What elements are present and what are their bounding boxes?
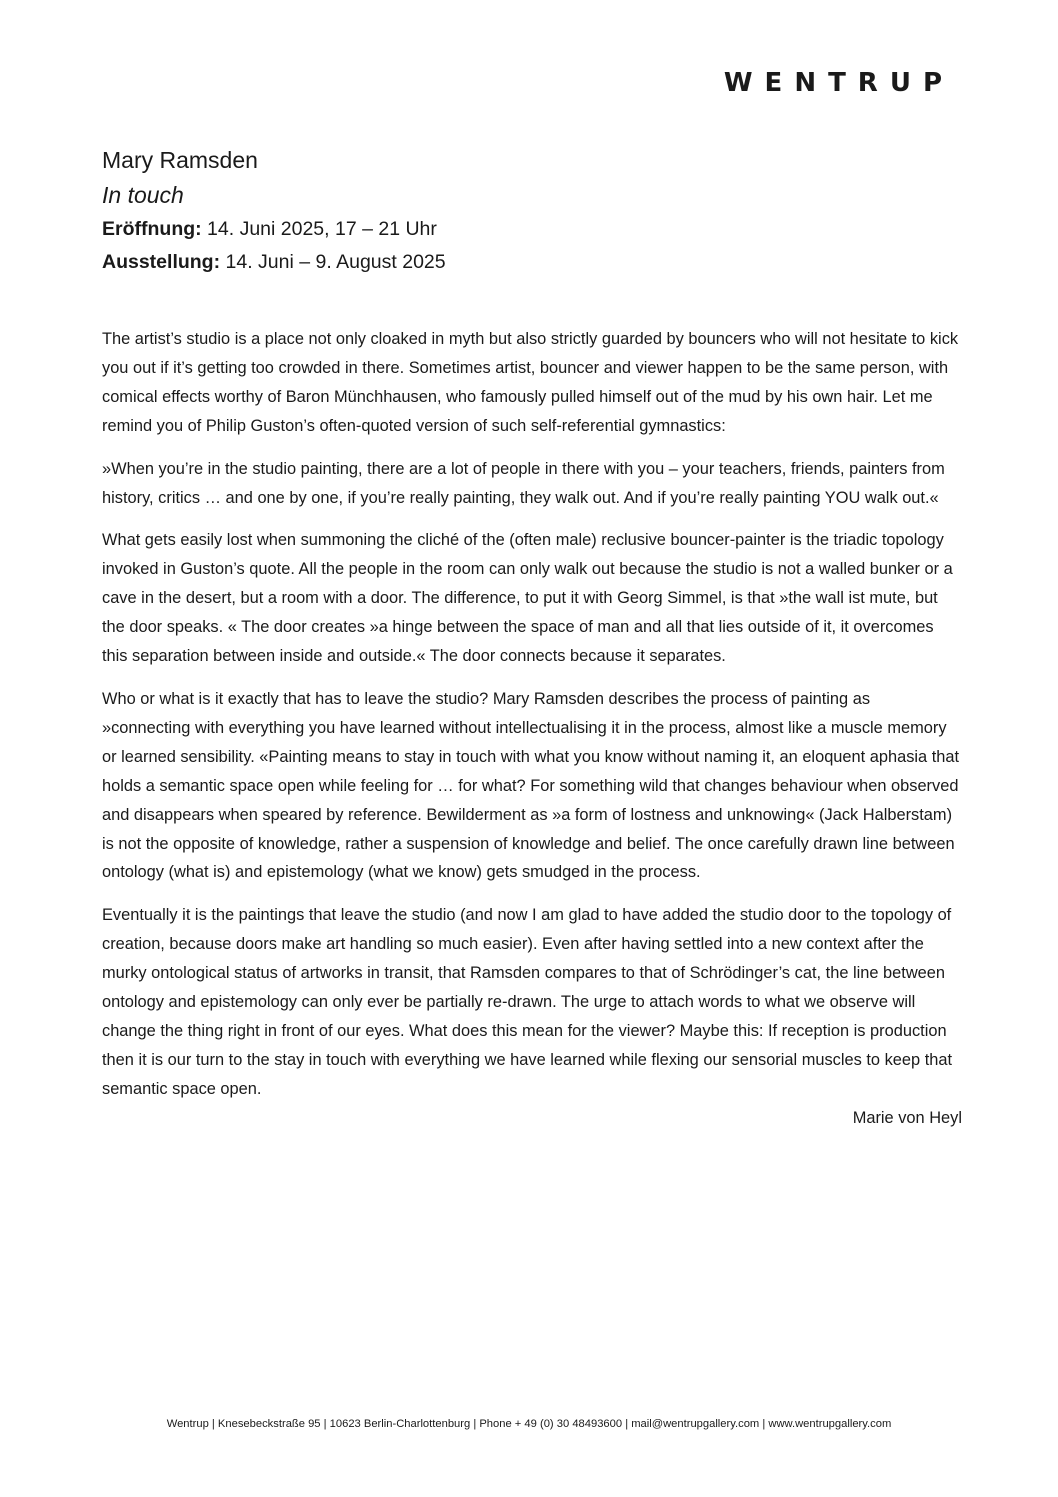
press-text (102, 325, 962, 1147)
exhibition-value: 14. Juni – 9. August 2025 (220, 251, 446, 273)
author-signature: Marie von Heyl (852, 1108, 962, 1127)
paragraph: Who or what is it exactly that has to leave the studio? Mary Ramsden describes the process of painting as »connecting with everything you have learned without intellectualising it in the process, almost like a muscle memory or learned sensibility. «Painting means to stay in touch with what you know without naming it, an eloquent aphasia that holds a semantic space open while feeling for … for what? For something wild that changes behaviour when observed and disappears when speared by reference. Bewilderment as »a form of lostness and unknowing« (Jack Halberstam) is not the opposite of knowledge, rather a suspension of knowledge and belief. The once carefully drawn line between ontology (what is) and epistemology (what we know) gets smudged in the process. (102, 689, 960, 882)
exhibition-label: Ausstellung: (102, 251, 221, 273)
gallery-logo: WENTRUP (723, 68, 954, 98)
opening-line (102, 213, 962, 246)
opening-value: 14. Juni 2025, 17 – 21 Uhr (201, 218, 437, 240)
opening-label: Eröffnung: (102, 218, 202, 240)
exhibition-title: In touch (102, 182, 184, 208)
exhibition-dates-line (102, 246, 962, 279)
contact-footer: Wentrup | Knesebeckstraße 95 | 10623 Berlin-Charlottenburg | Phone + 49 (0) 30 48493600 | mail@wentrupgallery.com | www.wentrupgallery.com (166, 1418, 892, 1430)
paragraph: »When you’re in the studio painting, there are a lot of people in there with you – your teachers, friends, painters from history, critics … and one by one, if you’re really painting, they walk out. And if you’re really painting YOU walk out.« (102, 459, 945, 507)
paragraph: What gets easily lost when summoning the cliché of the (often male) reclusive bouncer-painter is the triadic topology invoked in Guston’s quote. All the people in the room can only walk out because the studio is not a walled bunker or a cave in the desert, but a room with a door. The difference, to put it with Georg Simmel, is that »the wall ist mute, but the door speaks. « The door creates »a hinge between the space of man and all that lies outside of it, it overcomes this separation between inside and outside.« The door connects because it separates. (102, 531, 953, 666)
paragraph: The artist’s studio is a place not only cloaked in myth but also strictly guarded by bouncers who will not hesitate to kick you out if it’s getting too crowded in there. Sometimes artist, bouncer and viewer happen to be the same person, with comical effects worthy of Baron Münchhausen, who famously pulled himself out of the mud by his own hair. Let me remind you of Philip Guston’s often-quoted version of such self-referential gymnastics: (102, 330, 959, 435)
exhibition-header (102, 143, 962, 279)
paragraph: Eventually it is the paintings that leave the studio (and now I am glad to have added the studio door to the topology of creation, because doors make art handling so much easier). Even after having settled into a new context after the murky ontological status of artworks in transit, that Ramsden compares to that of Schrödinger’s cat, the line between ontology and epistemology can only ever be partially re-drawn. The urge to attach words to what we observe will change the thing right in front of our eyes. What does this mean for the viewer? Maybe this: If reception is production then it is our turn to the stay in touch with everything we have learned while flexing our sensorial muscles to keep that semantic space open. (102, 906, 953, 1098)
artist-name: Mary Ramsden (102, 147, 258, 173)
